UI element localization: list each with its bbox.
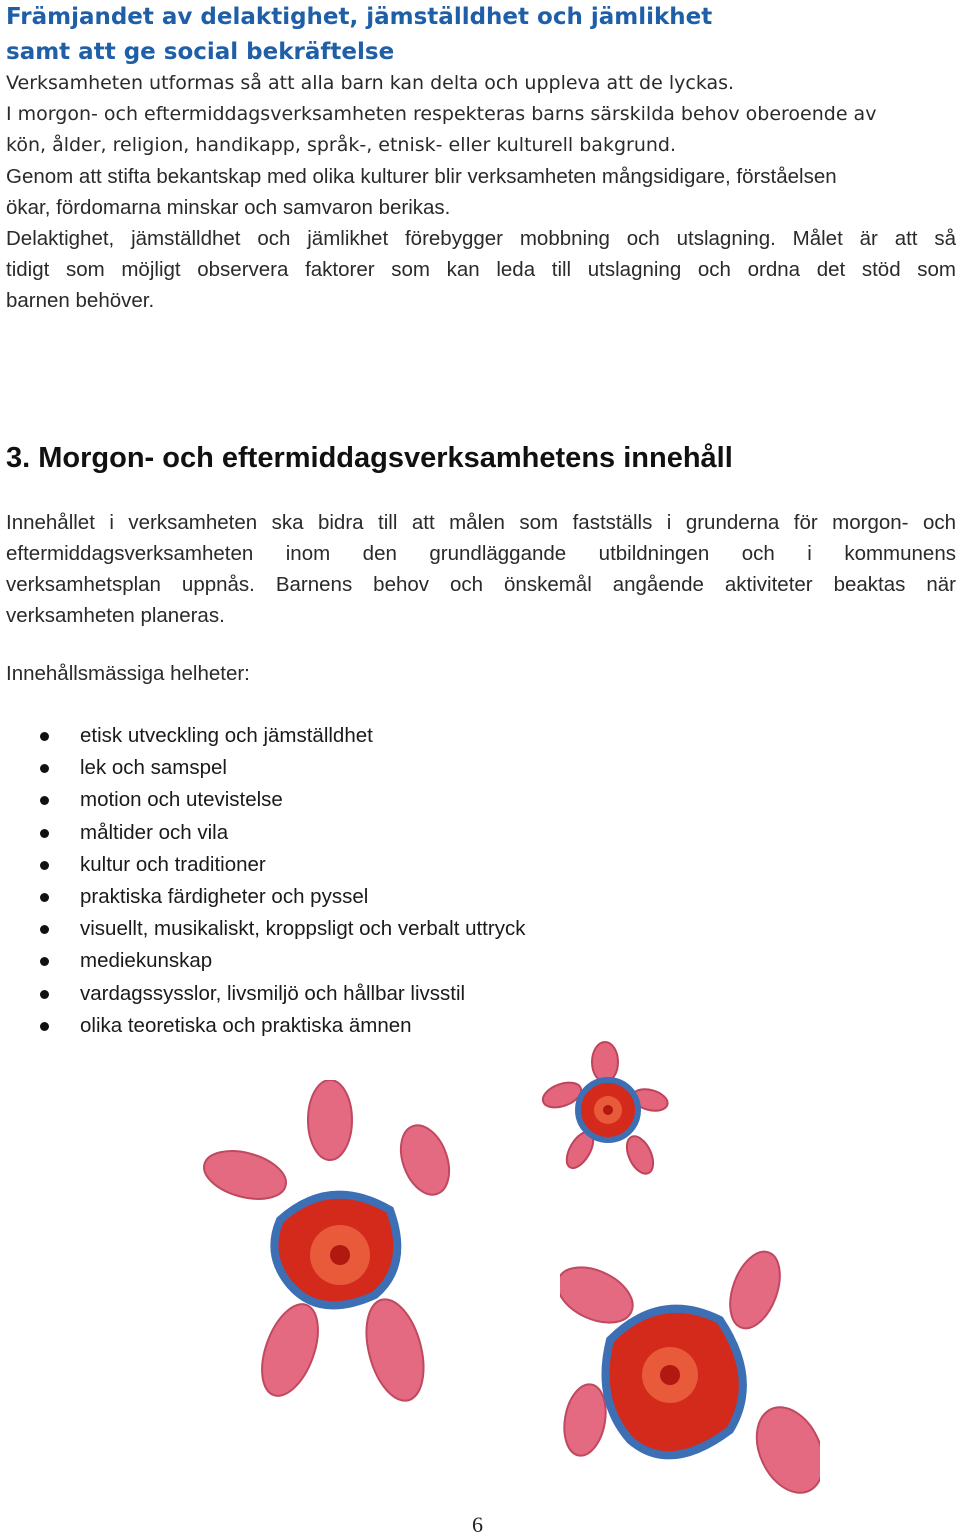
text-line: Verksamheten utformas så att alla barn kan delta och uppleva att de lyckas. <box>6 72 735 94</box>
list-item-text: visuellt, musikaliskt, kroppsligt och verbalt uttryck <box>80 917 526 941</box>
list-item-text: kultur och traditioner <box>80 852 266 876</box>
list-item-text: vardagssysslor, livsmiljö och hållbar livsstil <box>80 981 466 1005</box>
large-flower-icon-2 <box>560 1250 820 1530</box>
text-line: Delaktighet, jämställdhet och jämlikhet förebygger mobbning och utslagning. Målet är att så <box>6 227 956 250</box>
list-item <box>40 849 525 881</box>
text-line: Genom att stifta bekantskap med olika kulturer blir verksamheten mångsidigare, förståelsen <box>6 165 837 188</box>
text-line: verksamhetsplan uppnås. Barnens behov och önskemål angående aktiviteter beaktas när <box>6 573 956 596</box>
list-item-text: lek och samspel <box>80 756 227 780</box>
bullet-icon <box>40 829 49 838</box>
list-item-text: etisk utveckling och jämställdhet <box>80 724 373 747</box>
bullet-icon <box>40 957 49 966</box>
section-heading <box>6 0 906 70</box>
bullet-icon <box>40 861 49 870</box>
list-label: Innehållsmässiga helheter: <box>6 662 250 685</box>
text-line: eftermiddagsverksamheten inom den grundläggande utbildningen och i kommunens <box>6 542 956 565</box>
paragraph-cultures <box>6 161 956 223</box>
paragraph-participation <box>6 68 956 161</box>
large-flower-icon <box>200 1080 460 1420</box>
section-heading-line: Främjandet av delaktighet, jämställdhet och jämlikhet <box>6 4 713 30</box>
text-line: Innehållet i verksamheten ska bidra till att målen som fastställs i grunderna för morgon- och <box>6 511 956 534</box>
list-item <box>40 817 525 849</box>
list-item <box>40 978 525 1010</box>
paragraph-content-intro <box>6 507 956 631</box>
chapter-title: 3. Morgon- och eftermiddagsverksamhetens innehåll <box>6 442 733 474</box>
list-item <box>40 1010 525 1042</box>
list-item-text: måltider och vila <box>80 820 229 844</box>
bullet-icon <box>40 990 49 999</box>
list-item <box>40 945 525 977</box>
text-line: I morgon- och eftermiddagsverksamheten respekteras barns särskilda behov oberoende av <box>6 103 877 125</box>
bullet-icon <box>40 764 49 773</box>
list-item-text: motion och utevistelse <box>80 788 283 812</box>
content-areas-list <box>40 720 525 1042</box>
bullet-icon <box>40 796 49 805</box>
small-flower-icon <box>540 1040 670 1180</box>
section-heading-line: samt att ge social bekräftelse <box>6 39 395 65</box>
bullet-icon <box>40 1022 49 1031</box>
list-item <box>40 752 525 784</box>
text-line: ökar, fördomarna minskar och samvaron berikas. <box>6 196 451 219</box>
bullet-icon <box>40 732 49 741</box>
text-line: kön, ålder, religion, handikapp, språk-, etnisk- eller kulturell bakgrund. <box>6 134 677 156</box>
list-item <box>40 913 525 945</box>
text-line: tidigt som möjligt observera faktorer som kan leda till utslagning och ordna det stöd som <box>6 258 956 281</box>
list-item <box>40 720 525 752</box>
list-item <box>40 881 525 913</box>
list-item-text: mediekunskap <box>80 949 213 973</box>
list-item-text: praktiska färdigheter och pyssel <box>80 884 369 908</box>
bullet-icon <box>40 893 49 902</box>
bullet-icon <box>40 925 49 934</box>
page-number: 6 <box>472 1512 483 1537</box>
paragraph-bullying <box>6 223 956 316</box>
text-line: barnen behöver. <box>6 289 155 312</box>
text-line: verksamheten planeras. <box>6 604 225 627</box>
list-item-text: olika teoretiska och praktiska ämnen <box>80 1013 412 1037</box>
list-item <box>40 784 525 816</box>
